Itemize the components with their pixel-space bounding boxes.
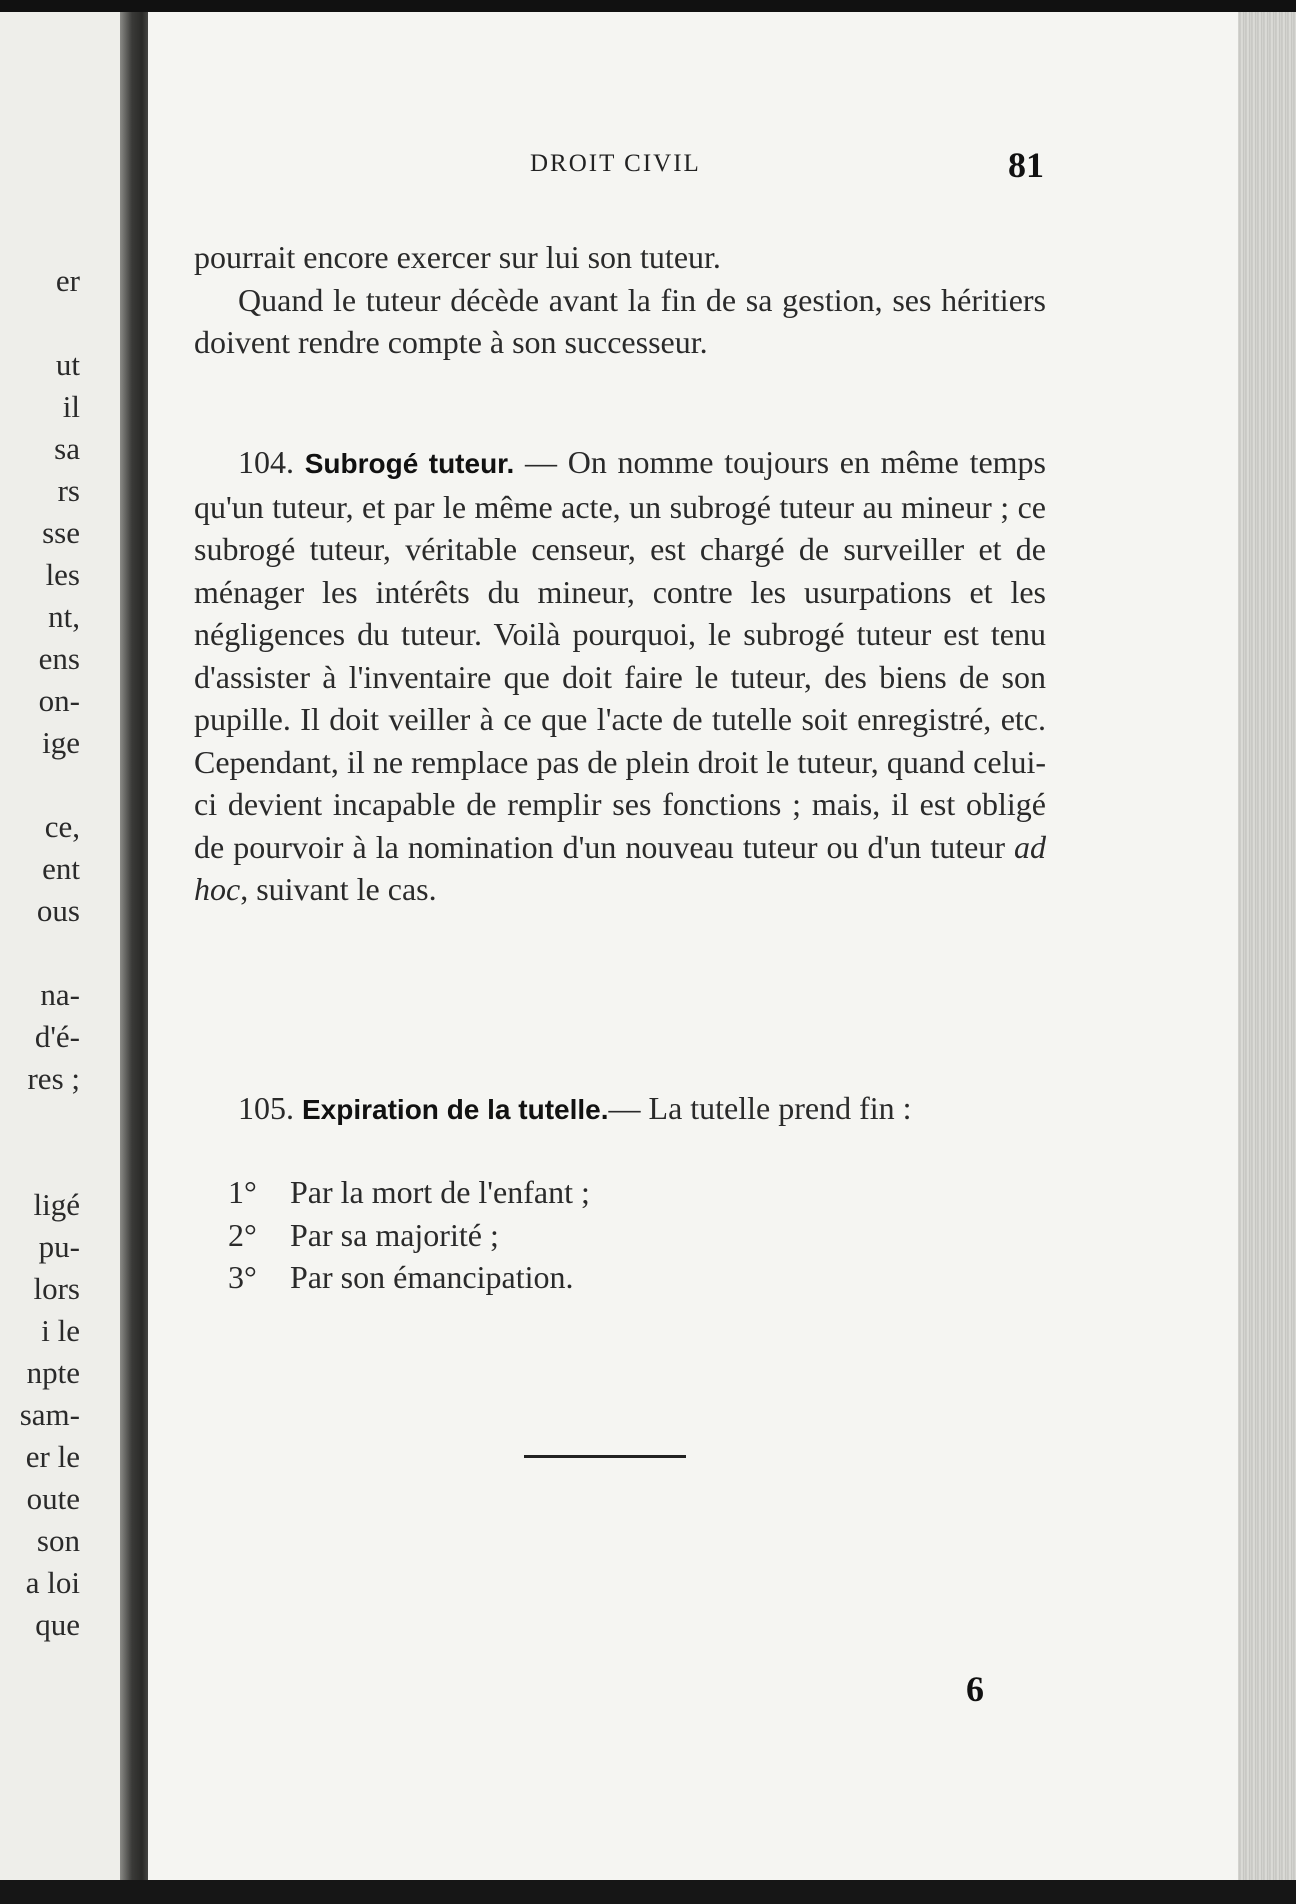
page-block-edge [1238,12,1296,1892]
facing-line: on- [38,683,80,718]
facing-line: a loi [25,1565,80,1600]
italic-term: ad hoc [194,828,1046,907]
section-104-paragraph [194,441,1046,911]
list-item [228,1171,590,1214]
list-marker: 3° [228,1259,257,1295]
facing-line: nt, [48,599,80,634]
facing-line: sam- [19,1397,80,1432]
facing-line [0,302,80,344]
facing-line [0,764,80,806]
facing-line: son [36,1523,80,1558]
facing-line: ous [36,893,80,928]
signature-mark: 6 [966,1669,984,1709]
section-heading: Subrogé tuteur. [304,448,515,479]
facing-line: sa [54,431,80,466]
facing-page [0,12,128,1892]
facing-line: ige [42,725,80,760]
section-104 [194,441,1046,911]
facing-page-text [0,260,80,1646]
facing-line: ce, [44,809,80,844]
facing-line: oute [26,1481,80,1516]
section-heading: Expiration de la tutelle. [302,1094,609,1125]
facing-line: d'é- [34,1019,80,1054]
list-item [228,1256,590,1299]
facing-line: sse [42,515,80,550]
scan-top-edge [0,0,1296,12]
section-number: 105. [238,1090,294,1126]
list-marker: 1° [228,1174,257,1210]
facing-line: i le [41,1313,80,1348]
section-105-paragraph [194,1087,1046,1132]
section-body-end: , suivant le cas. [240,871,437,907]
facing-line: ligé [33,1187,80,1222]
section-105 [194,1087,1046,1132]
list-text: Par la mort de l'enfant ; [290,1174,590,1210]
section-body: — La tutelle prend fin : [608,1090,912,1126]
list-text: Par son émancipation. [290,1259,574,1295]
paragraph-body: Quand le tuteur décède avant la fin de sa gestion, ses héritiers doivent rendre compte à son successeur. [194,281,1046,360]
section-number: 104. [238,444,294,480]
facing-line: res ; [27,1061,80,1096]
facing-line: na- [40,977,80,1012]
facing-line: rs [57,473,80,508]
continuation-line: pourrait encore exercer sur lui son tuteur. [194,239,721,275]
facing-line: npte [26,1355,80,1390]
scan-bottom-edge [0,1880,1296,1904]
facing-line: pu- [38,1229,80,1264]
section-body: — On nomme toujours en même temps qu'un tuteur, et par le même acte, un subrogé tuteur au mineur ; ce subrogé tuteur, véritable censeur, est chargé de surveiller et de ménager les intérêts du mineur, contre les usurpations et les négligences du tuteur. Voilà pourquoi, le subrogé tuteur est tenu d'assister à l'inventaire que doit faire le tuteur, des biens de son pupille. Il doit veiller à ce que l'acte de tutelle soit enregistré, etc. Cependant, il ne remplace pas de plein droit le tuteur, quand celui-ci devient incapable de remplir ses fonctions ; mais, il est obligé de pourvoir à la nomination d'un nouveau tuteur ou d'un tuteur [194,444,1047,865]
running-title: DROIT CIVIL [530,150,701,177]
paragraph-continuation [194,236,1046,364]
facing-line: ut [55,347,80,382]
facing-line [0,1100,80,1142]
facing-line [0,932,80,974]
section-divider [524,1455,686,1458]
facing-line: lors [33,1271,80,1306]
list-text: Par sa majorité ; [290,1216,499,1253]
page-number: 81 [1008,145,1044,185]
facing-line [0,1142,80,1184]
facing-line: les [45,557,80,592]
list-marker: 2° [228,1216,257,1253]
list-item [228,1214,590,1257]
facing-line: il [62,389,80,424]
facing-line: ent [42,851,80,886]
facing-line: ens [38,641,80,676]
facing-line: er [55,263,80,298]
expiration-list [228,1171,590,1299]
facing-line: que [35,1607,80,1642]
facing-line: er le [25,1439,80,1474]
